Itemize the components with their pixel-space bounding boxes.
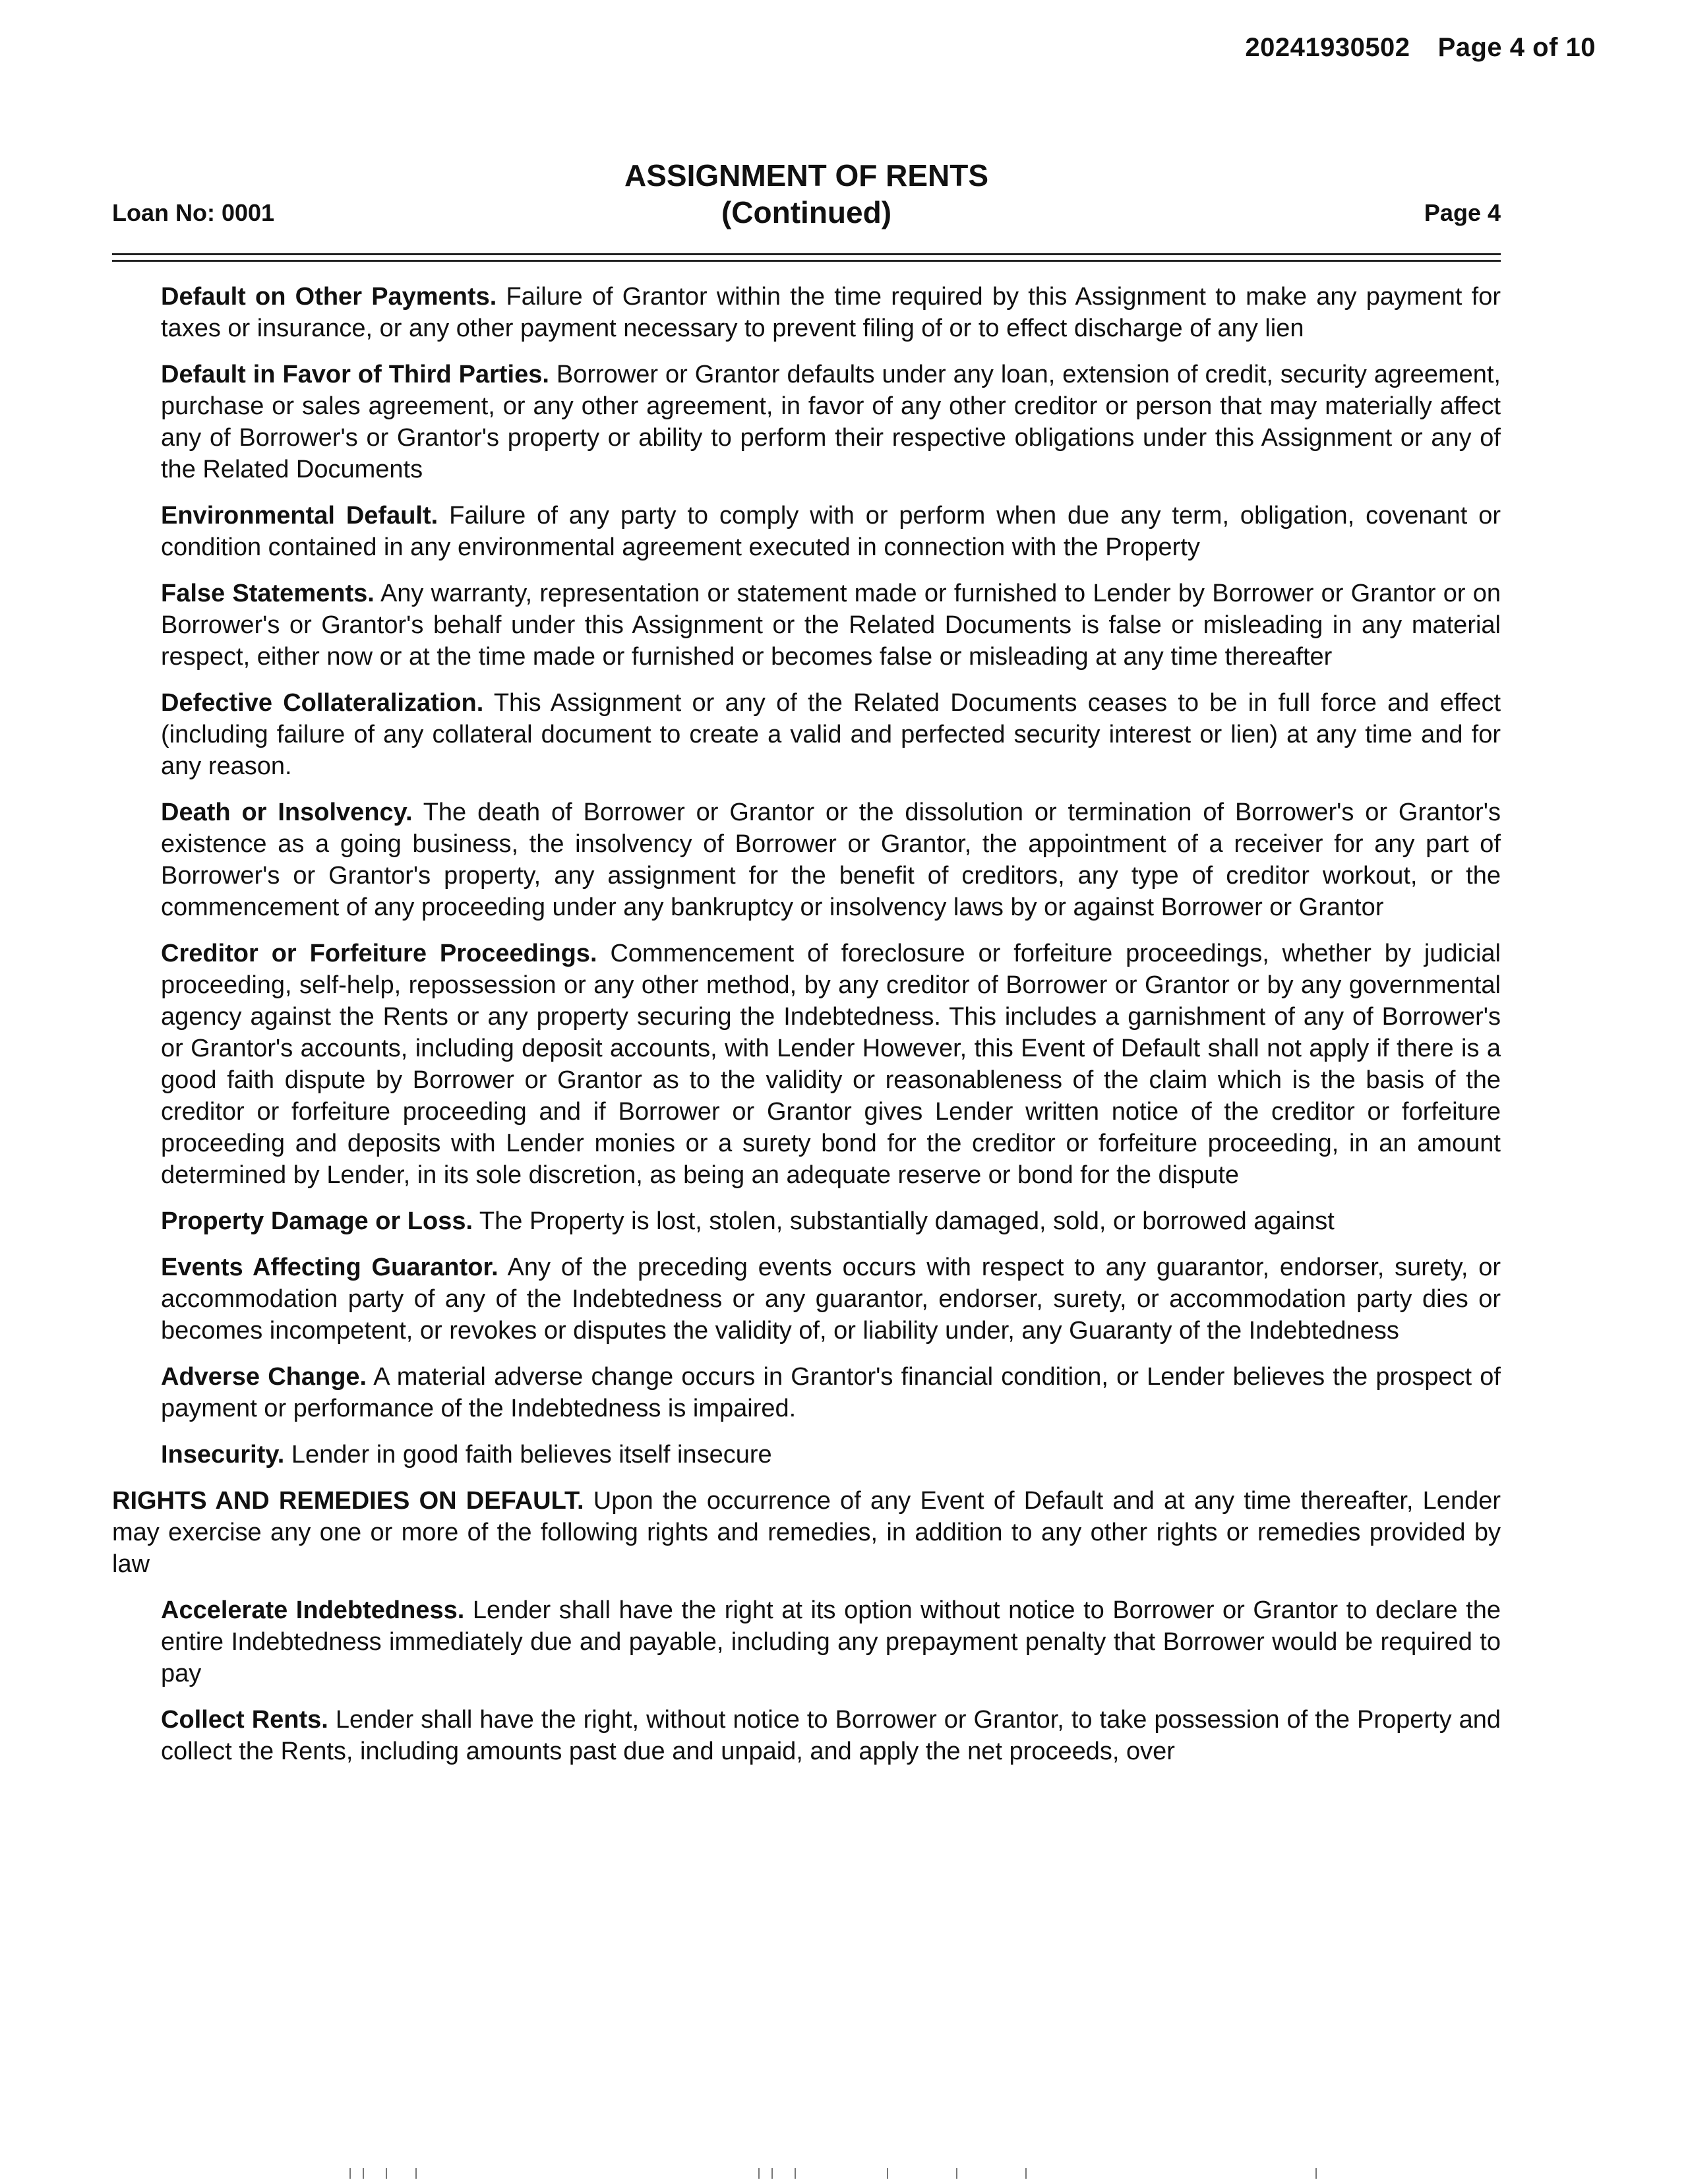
scan-mark xyxy=(771,2168,773,2179)
clause-insecurity xyxy=(112,1439,1501,1471)
clause-text: Lender shall have the right, without notice to Borrower or Grantor, to take possession of the Property and collect the Rents, including amounts past due and unpaid, and apply the net proceeds, over xyxy=(161,1706,1501,1765)
clause-heading: Creditor or Forfeiture Proceedings. xyxy=(161,940,597,967)
clause-text: Commencement of foreclosure or forfeiture proceedings, whether by judicial proceeding, self-help, repossession or any other method, by any creditor of Borrower or Grantor or by any governmental agency against the Rents or any property securing the Indebtedness. This includes a garnishment of any of Borrower's or Grantor's accounts, including deposit accounts, with Lender However, this Event of Default shall not apply if there is a good faith dispute by Borrower or Grantor as to the validity or reasonableness of the claim which is the basis of the creditor or forfeiture proceeding and if Borrower or Grantor gives Lender written notice of the creditor or forfeiture proceeding and deposits with Lender monies or a surety bond for the creditor or forfeiture proceeding, in an amount determined by Lender, in its sole discretion, as being an adequate reserve or bond for the dispute xyxy=(161,940,1501,1189)
clause-default-third-parties xyxy=(112,359,1501,485)
clause-text: Borrower or Grantor defaults under any loan, extension of credit, security agreement, purchase or sales agreement, or any other agreement, in favor of any other creditor or person that may materially affect any of Borrower's or Grantor's property or ability to perform their respective obligations under this Assignment or any of the Related Documents xyxy=(161,361,1501,483)
clause-default-other-payments xyxy=(112,281,1501,344)
clause-heading: Defective Collateralization. xyxy=(161,689,484,717)
scan-mark xyxy=(795,2168,796,2179)
clause-heading: Insecurity. xyxy=(161,1441,285,1469)
clause-text: Lender in good faith believes itself insecure xyxy=(291,1441,772,1469)
recording-number: 20241930502 xyxy=(1245,33,1410,62)
scan-mark xyxy=(363,2168,364,2179)
clause-heading: Default in Favor of Third Parties. xyxy=(161,361,549,388)
clause-false-statements xyxy=(112,578,1501,673)
clause-property-damage xyxy=(112,1205,1501,1237)
clause-text: This Assignment or any of the Related Documents ceases to be in full force and effect (including failure of any collateral document to create a valid and perfected security interest or lien) at any time and for any reason. xyxy=(161,689,1501,780)
clause-text: Any of the preceding events occurs with respect to any guarantor, endorser, surety, or accommodation party of any of the Indebtedness or any guarantor, endorser, surety, or accommodation party dies or becomes incompetent, or revokes or disputes the validity of, or liability under, any Guaranty of the Indebtedness xyxy=(161,1254,1501,1345)
document-page-count: Page 4 of 10 xyxy=(1437,33,1596,62)
clause-text: The Property is lost, stolen, substantially damaged, sold, or borrowed against xyxy=(479,1207,1335,1235)
clause-death-or-insolvency xyxy=(112,797,1501,923)
clause-text: Failure of Grantor within the time required by this Assignment to make any payment for taxes or insurance, or any other payment necessary to prevent filing of or to effect discharge of any lien xyxy=(161,283,1501,342)
document-reference xyxy=(1245,33,1596,63)
document-title-block xyxy=(112,157,1501,231)
scan-mark xyxy=(758,2168,760,2179)
loan-number: Loan No: 0001 xyxy=(112,199,275,226)
clause-defective-collateralization xyxy=(112,687,1501,782)
clause-creditor-forfeiture xyxy=(112,938,1501,1191)
clause-text: Failure of any party to comply with or perform when due any term, obligation, covenant or condition contained in any environmental agreement executed in connection with the Property xyxy=(161,502,1501,561)
section-rights-remedies xyxy=(112,1485,1501,1580)
page-header xyxy=(112,157,1501,229)
clause-heading: Environmental Default. xyxy=(161,502,438,530)
clause-heading: Collect Rents. xyxy=(161,1706,328,1734)
scan-artifacts xyxy=(0,2158,1688,2184)
scan-mark xyxy=(887,2168,888,2179)
clause-heading: Adverse Change. xyxy=(161,1363,367,1391)
page-number: Page 4 xyxy=(1424,199,1501,226)
clause-text: Any warranty, representation or statement made or furnished to Lender by Borrower or Grantor or on Borrower's or Grantor's behalf under this Assignment or the Related Documents is false or misleading in any material respect, either now or at the time made or furnished or becomes false or misleading at any time thereafter xyxy=(161,580,1501,671)
document-body xyxy=(112,281,1501,1782)
clause-heading: Death or Insolvency. xyxy=(161,799,413,826)
header-divider xyxy=(112,260,1501,262)
clause-events-affecting-guarantor xyxy=(112,1252,1501,1347)
clause-collect-rents xyxy=(112,1704,1501,1767)
scan-mark xyxy=(386,2168,387,2179)
scan-mark xyxy=(415,2168,417,2179)
scan-mark xyxy=(349,2168,351,2179)
section-text: Upon the occurrence of any Event of Default and at any time thereafter, Lender may exercise any one or more of the following rights and remedies, in addition to any other rights or remedies provided by law xyxy=(112,1487,1501,1578)
clause-heading: Default on Other Payments. xyxy=(161,283,497,311)
document-title: ASSIGNMENT OF RENTS xyxy=(624,158,989,193)
clause-heading: Accelerate Indebtedness. xyxy=(161,1596,465,1624)
scan-mark xyxy=(1315,2168,1317,2179)
clause-accelerate-indebtedness xyxy=(112,1594,1501,1689)
section-heading: RIGHTS AND REMEDIES ON DEFAULT. xyxy=(112,1487,584,1515)
header-divider xyxy=(112,253,1501,255)
clause-heading: False Statements. xyxy=(161,580,375,607)
clause-adverse-change xyxy=(112,1361,1501,1424)
clause-environmental-default xyxy=(112,500,1501,563)
clause-text: A material adverse change occurs in Grantor's financial condition, or Lender believes the prospect of payment or performance of the Indebtedness is impaired. xyxy=(161,1363,1501,1422)
scan-mark xyxy=(1025,2168,1027,2179)
clause-text: The death of Borrower or Grantor or the dissolution or termination of Borrower's or Grantor's existence as a going business, the insolvency of Borrower or Grantor, the appointment of a receiver for any part of Borrower's or Grantor's property, any assignment for the benefit of creditors, any type of creditor workout, or the commencement of any proceeding under any bankruptcy or insolvency laws by or against Borrower or Grantor xyxy=(161,799,1501,921)
scan-mark xyxy=(956,2168,957,2179)
clause-heading: Events Affecting Guarantor. xyxy=(161,1254,498,1281)
clause-heading: Property Damage or Loss. xyxy=(161,1207,473,1235)
document-subtitle: (Continued) xyxy=(721,195,892,229)
clause-text: Lender shall have the right at its option without notice to Borrower or Grantor to declare the entire Indebtedness immediately due and payable, including any prepayment penalty that Borrower would be required to pay xyxy=(161,1596,1501,1687)
